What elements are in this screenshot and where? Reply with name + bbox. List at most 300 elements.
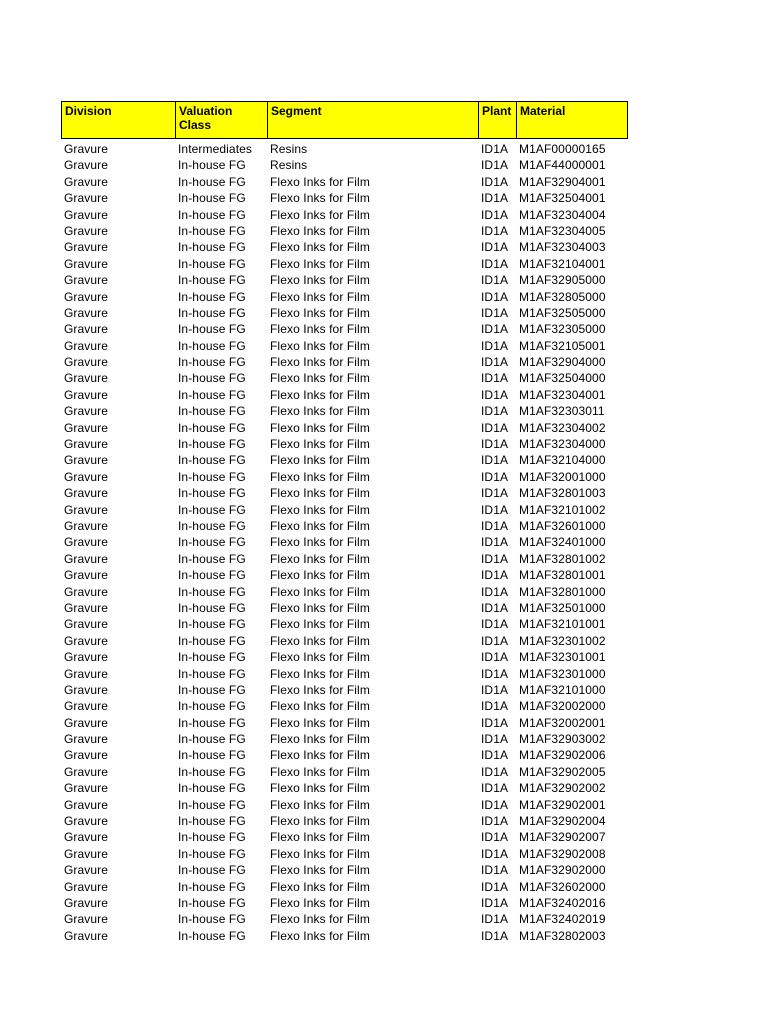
cell-segment[interactable]: Flexo Inks for Film xyxy=(270,207,370,222)
cell-segment[interactable]: Flexo Inks for Film xyxy=(270,355,370,370)
cell-segment[interactable]: Flexo Inks for Film xyxy=(270,289,370,304)
cell-division[interactable]: Gravure xyxy=(64,699,109,714)
cell-segment[interactable]: Flexo Inks for Film xyxy=(270,469,370,484)
cell-segment[interactable]: Flexo Inks for Film xyxy=(270,912,370,927)
cell-plant[interactable]: ID1A xyxy=(481,895,509,910)
cell-material[interactable]: M1AF00000165 xyxy=(519,142,606,156)
cell-division[interactable]: Gravure xyxy=(64,814,109,829)
cell-segment[interactable]: Flexo Inks for Film xyxy=(270,895,370,910)
cell-valuation-class[interactable]: In-house FG xyxy=(178,797,246,812)
cell-valuation-class[interactable]: In-house FG xyxy=(178,764,246,779)
cell-division[interactable]: Gravure xyxy=(64,568,109,583)
cell-plant[interactable]: ID1A xyxy=(481,650,509,665)
cell-segment[interactable]: Flexo Inks for Film xyxy=(270,863,370,878)
table-row xyxy=(61,780,628,796)
table-row xyxy=(61,862,628,878)
table-row xyxy=(61,387,628,403)
cell-division[interactable]: Gravure xyxy=(64,518,109,533)
table-row xyxy=(61,223,628,239)
cell-material[interactable]: M1AF32304004 xyxy=(519,207,606,222)
cell-division[interactable]: Gravure xyxy=(64,600,109,615)
cell-division[interactable]: Gravure xyxy=(64,158,109,173)
cell-segment[interactable]: Flexo Inks for Film xyxy=(270,338,370,353)
cell-plant[interactable]: ID1A xyxy=(481,781,509,796)
spreadsheet-table xyxy=(61,101,628,944)
cell-valuation-class[interactable]: In-house FG xyxy=(178,682,246,697)
cell-plant[interactable]: ID1A xyxy=(481,764,509,779)
cell-valuation-class[interactable]: In-house FG xyxy=(178,191,246,206)
table-row xyxy=(61,305,628,321)
cell-division[interactable]: Gravure xyxy=(64,486,109,501)
cell-material[interactable]: M1AF32402016 xyxy=(519,895,606,910)
cell-division[interactable]: Gravure xyxy=(64,322,109,337)
header-plant[interactable]: Plant xyxy=(479,102,517,138)
cell-segment[interactable]: Flexo Inks for Film xyxy=(270,404,370,419)
cell-division[interactable]: Gravure xyxy=(64,928,109,943)
cell-material[interactable]: M1AF32801002 xyxy=(519,551,606,566)
cell-plant[interactable]: ID1A xyxy=(481,518,509,533)
cell-division[interactable]: Gravure xyxy=(64,781,109,796)
cell-valuation-class[interactable]: In-house FG xyxy=(178,469,246,484)
cell-valuation-class[interactable]: In-house FG xyxy=(178,928,246,943)
cell-plant[interactable]: ID1A xyxy=(481,223,509,238)
cell-division[interactable]: Gravure xyxy=(64,912,109,927)
cell-segment[interactable]: Flexo Inks for Film xyxy=(270,928,370,943)
cell-valuation-class[interactable]: In-house FG xyxy=(178,305,246,320)
cell-material[interactable]: M1AF32304005 xyxy=(519,223,606,238)
cell-division[interactable]: Gravure xyxy=(64,764,109,779)
cell-plant[interactable]: ID1A xyxy=(481,273,509,288)
table-row xyxy=(61,485,628,501)
cell-plant[interactable]: ID1A xyxy=(481,289,509,304)
cell-plant[interactable]: ID1A xyxy=(481,568,509,583)
table-row xyxy=(61,436,628,452)
cell-valuation-class[interactable]: In-house FG xyxy=(178,486,246,501)
cell-segment[interactable]: Flexo Inks for Film xyxy=(270,223,370,238)
table-row xyxy=(61,321,628,337)
cell-valuation-class[interactable]: In-house FG xyxy=(178,551,246,566)
cell-valuation-class[interactable]: In-house FG xyxy=(178,420,246,435)
cell-material[interactable]: M1AF32602000 xyxy=(519,879,606,894)
cell-valuation-class[interactable]: In-house FG xyxy=(178,781,246,796)
cell-valuation-class[interactable]: In-house FG xyxy=(178,633,246,648)
table-row xyxy=(61,616,628,632)
cell-material[interactable]: M1AF32902006 xyxy=(519,748,606,763)
cell-valuation-class[interactable]: In-house FG xyxy=(178,830,246,845)
cell-material[interactable]: M1AF32303011 xyxy=(519,404,605,419)
cell-segment[interactable]: Flexo Inks for Film xyxy=(270,846,370,861)
cell-segment[interactable]: Flexo Inks for Film xyxy=(270,387,370,402)
cell-material[interactable]: M1AF32101000 xyxy=(519,682,606,697)
cell-division[interactable]: Gravure xyxy=(64,617,109,632)
cell-division[interactable]: Gravure xyxy=(64,404,109,419)
cell-material[interactable]: M1AF32304001 xyxy=(519,387,606,402)
cell-material[interactable]: M1AF32802003 xyxy=(519,928,606,943)
cell-plant[interactable]: ID1A xyxy=(481,814,509,829)
cell-valuation-class[interactable]: In-house FG xyxy=(178,846,246,861)
table-row xyxy=(61,502,628,518)
cell-plant[interactable]: ID1A xyxy=(481,633,509,648)
cell-material[interactable]: M1AF32304003 xyxy=(519,240,606,255)
cell-division[interactable]: Gravure xyxy=(64,142,109,156)
cell-valuation-class[interactable]: In-house FG xyxy=(178,518,246,533)
cell-segment[interactable]: Flexo Inks for Film xyxy=(270,650,370,665)
cell-plant[interactable]: ID1A xyxy=(481,666,509,681)
cell-division[interactable]: Gravure xyxy=(64,879,109,894)
cell-plant[interactable]: ID1A xyxy=(481,174,509,189)
cell-valuation-class[interactable]: In-house FG xyxy=(178,895,246,910)
cell-valuation-class[interactable]: In-house FG xyxy=(178,240,246,255)
cell-plant[interactable]: ID1A xyxy=(481,371,509,386)
cell-segment[interactable]: Flexo Inks for Film xyxy=(270,486,370,501)
table-row xyxy=(61,190,628,206)
cell-segment[interactable]: Flexo Inks for Film xyxy=(270,666,370,681)
cell-material[interactable]: M1AF32505000 xyxy=(519,305,606,320)
table-row xyxy=(61,157,628,173)
cell-division[interactable]: Gravure xyxy=(64,584,109,599)
cell-material[interactable]: M1AF32104000 xyxy=(519,453,606,468)
cell-division[interactable]: Gravure xyxy=(64,502,109,517)
cell-segment[interactable]: Resins xyxy=(270,142,308,156)
cell-material[interactable]: M1AF32101002 xyxy=(519,502,606,517)
cell-plant[interactable]: ID1A xyxy=(481,469,509,484)
cell-plant[interactable]: ID1A xyxy=(481,535,509,550)
cell-segment[interactable]: Flexo Inks for Film xyxy=(270,174,370,189)
cell-valuation-class[interactable]: In-house FG xyxy=(178,715,246,730)
cell-plant[interactable]: ID1A xyxy=(481,240,509,255)
cell-valuation-class[interactable]: In-house FG xyxy=(178,207,246,222)
table-row xyxy=(61,797,628,813)
table-row xyxy=(61,698,628,714)
cell-plant[interactable]: ID1A xyxy=(481,748,509,763)
cell-segment[interactable]: Flexo Inks for Film xyxy=(270,600,370,615)
table-row xyxy=(61,633,628,649)
cell-material[interactable]: M1AF32801003 xyxy=(519,486,606,501)
cell-valuation-class[interactable]: In-house FG xyxy=(178,863,246,878)
header-segment[interactable]: Segment xyxy=(268,102,479,138)
cell-plant[interactable]: ID1A xyxy=(481,584,509,599)
table-row xyxy=(61,666,628,682)
cell-division[interactable]: Gravure xyxy=(64,174,109,189)
cell-division[interactable]: Gravure xyxy=(64,895,109,910)
cell-valuation-class[interactable]: In-house FG xyxy=(178,650,246,665)
cell-material[interactable]: M1AF32902007 xyxy=(519,830,606,845)
cell-plant[interactable]: ID1A xyxy=(481,142,509,156)
cell-division[interactable]: Gravure xyxy=(64,682,109,697)
cell-valuation-class[interactable]: Intermediates xyxy=(178,142,253,156)
table-row xyxy=(61,551,628,567)
table-row xyxy=(61,403,628,419)
cell-division[interactable]: Gravure xyxy=(64,387,109,402)
cell-material[interactable]: M1AF32801000 xyxy=(519,584,606,599)
cell-material[interactable]: M1AF32903002 xyxy=(519,732,606,747)
cell-plant[interactable]: ID1A xyxy=(481,322,509,337)
cell-division[interactable]: Gravure xyxy=(64,650,109,665)
cell-valuation-class[interactable]: In-house FG xyxy=(178,748,246,763)
cell-division[interactable]: Gravure xyxy=(64,273,109,288)
cell-segment[interactable]: Flexo Inks for Film xyxy=(270,437,370,452)
cell-segment[interactable]: Resins xyxy=(270,158,308,173)
cell-valuation-class[interactable]: In-house FG xyxy=(178,387,246,402)
cell-plant[interactable]: ID1A xyxy=(481,207,509,222)
cell-material[interactable]: M1AF32902001 xyxy=(519,797,606,812)
cell-division[interactable]: Gravure xyxy=(64,289,109,304)
cell-plant[interactable]: ID1A xyxy=(481,453,509,468)
cell-material[interactable]: M1AF32002001 xyxy=(519,715,606,730)
cell-plant[interactable]: ID1A xyxy=(481,420,509,435)
cell-valuation-class[interactable]: In-house FG xyxy=(178,699,246,714)
cell-segment[interactable]: Flexo Inks for Film xyxy=(270,732,370,747)
cell-material[interactable]: M1AF32601000 xyxy=(519,518,606,533)
cell-valuation-class[interactable]: In-house FG xyxy=(178,617,246,632)
table-row xyxy=(61,715,628,731)
cell-division[interactable]: Gravure xyxy=(64,338,109,353)
cell-valuation-class[interactable]: In-house FG xyxy=(178,355,246,370)
cell-material[interactable]: M1AF32801001 xyxy=(519,568,606,583)
header-material[interactable]: Material xyxy=(520,104,566,118)
table-row xyxy=(61,731,628,747)
cell-valuation-class[interactable]: In-house FG xyxy=(178,158,246,173)
cell-segment[interactable]: Flexo Inks for Film xyxy=(270,830,370,845)
cell-division[interactable]: Gravure xyxy=(64,469,109,484)
table-row xyxy=(61,338,628,354)
cell-division[interactable]: Gravure xyxy=(64,715,109,730)
cell-material[interactable]: M1AF32902002 xyxy=(519,781,606,796)
cell-segment[interactable]: Flexo Inks for Film xyxy=(270,699,370,714)
table-row xyxy=(61,928,628,944)
cell-division[interactable]: Gravure xyxy=(64,551,109,566)
cell-segment[interactable]: Flexo Inks for Film xyxy=(270,781,370,796)
cell-plant[interactable]: ID1A xyxy=(481,732,509,747)
cell-valuation-class[interactable]: In-house FG xyxy=(178,732,246,747)
cell-valuation-class[interactable]: In-house FG xyxy=(178,322,246,337)
cell-plant[interactable]: ID1A xyxy=(481,912,509,927)
cell-valuation-class[interactable]: In-house FG xyxy=(178,223,246,238)
cell-valuation-class[interactable]: In-house FG xyxy=(178,404,246,419)
cell-segment[interactable]: Flexo Inks for Film xyxy=(270,764,370,779)
cell-valuation-class[interactable]: In-house FG xyxy=(178,584,246,599)
cell-division[interactable]: Gravure xyxy=(64,437,109,452)
cell-segment[interactable]: Flexo Inks for Film xyxy=(270,535,370,550)
cell-valuation-class[interactable]: In-house FG xyxy=(178,568,246,583)
cell-plant[interactable]: ID1A xyxy=(481,551,509,566)
cell-division[interactable]: Gravure xyxy=(64,305,109,320)
cell-material[interactable]: M1AF32001000 xyxy=(519,469,606,484)
cell-division[interactable]: Gravure xyxy=(64,240,109,255)
cell-material[interactable]: M1AF32904001 xyxy=(519,174,606,189)
table-row xyxy=(61,600,628,616)
cell-plant[interactable]: ID1A xyxy=(481,830,509,845)
table-row xyxy=(61,895,628,911)
cell-material[interactable]: M1AF32902000 xyxy=(519,863,606,878)
table-row xyxy=(61,764,628,780)
cell-division[interactable]: Gravure xyxy=(64,420,109,435)
table-row xyxy=(61,420,628,436)
cell-segment[interactable]: Flexo Inks for Film xyxy=(270,633,370,648)
cell-plant[interactable]: ID1A xyxy=(481,437,509,452)
cell-segment[interactable]: Flexo Inks for Film xyxy=(270,420,370,435)
cell-plant[interactable]: ID1A xyxy=(481,158,509,173)
cell-material[interactable]: M1AF32305000 xyxy=(519,322,606,337)
cell-segment[interactable]: Flexo Inks for Film xyxy=(270,240,370,255)
cell-valuation-class[interactable]: In-house FG xyxy=(178,502,246,517)
cell-material[interactable]: M1AF32304000 xyxy=(519,437,606,452)
cell-plant[interactable]: ID1A xyxy=(481,682,509,697)
cell-segment[interactable]: Flexo Inks for Film xyxy=(270,502,370,517)
cell-plant[interactable]: ID1A xyxy=(481,846,509,861)
table-row xyxy=(61,239,628,255)
cell-segment[interactable]: Flexo Inks for Film xyxy=(270,715,370,730)
cell-division[interactable]: Gravure xyxy=(64,371,109,386)
cell-plant[interactable]: ID1A xyxy=(481,617,509,632)
cell-division[interactable]: Gravure xyxy=(64,666,109,681)
cell-segment[interactable]: Flexo Inks for Film xyxy=(270,551,370,566)
cell-material[interactable]: M1AF32101001 xyxy=(519,617,606,632)
cell-division[interactable]: Gravure xyxy=(64,355,109,370)
cell-division[interactable]: Gravure xyxy=(64,535,109,550)
cell-segment[interactable]: Flexo Inks for Film xyxy=(270,748,370,763)
header-valuation-class[interactable]: Valuation Class xyxy=(176,102,268,138)
table-row xyxy=(61,289,628,305)
cell-valuation-class[interactable]: In-house FG xyxy=(178,289,246,304)
cell-valuation-class[interactable]: In-house FG xyxy=(178,256,246,271)
cell-valuation-class[interactable]: In-house FG xyxy=(178,814,246,829)
cell-valuation-class[interactable]: In-house FG xyxy=(178,338,246,353)
cell-division[interactable]: Gravure xyxy=(64,830,109,845)
cell-material[interactable]: M1AF32304002 xyxy=(519,420,606,435)
cell-plant[interactable]: ID1A xyxy=(481,928,509,943)
cell-plant[interactable]: ID1A xyxy=(481,191,509,206)
cell-plant[interactable]: ID1A xyxy=(481,502,509,517)
cell-material[interactable]: M1AF32501000 xyxy=(519,600,606,615)
table-row xyxy=(61,567,628,583)
cell-plant[interactable]: ID1A xyxy=(481,338,509,353)
cell-material[interactable]: M1AF32105001 xyxy=(519,338,606,353)
table-row xyxy=(61,370,628,386)
cell-plant[interactable]: ID1A xyxy=(481,879,509,894)
cell-material[interactable]: M1AF32905000 xyxy=(519,273,606,288)
cell-plant[interactable]: ID1A xyxy=(481,355,509,370)
cell-segment[interactable]: Flexo Inks for Film xyxy=(270,273,370,288)
cell-division[interactable]: Gravure xyxy=(64,797,109,812)
cell-division[interactable]: Gravure xyxy=(64,846,109,861)
cell-plant[interactable]: ID1A xyxy=(481,797,509,812)
cell-division[interactable]: Gravure xyxy=(64,453,109,468)
cell-material[interactable]: M1AF32301002 xyxy=(519,633,606,648)
cell-valuation-class[interactable]: In-house FG xyxy=(178,273,246,288)
cell-segment[interactable]: Flexo Inks for Film xyxy=(270,371,370,386)
table-row xyxy=(61,649,628,665)
table-row xyxy=(61,879,628,895)
cell-segment[interactable]: Flexo Inks for Film xyxy=(270,879,370,894)
cell-division[interactable]: Gravure xyxy=(64,207,109,222)
cell-material[interactable]: M1AF32904000 xyxy=(519,355,606,370)
cell-segment[interactable]: Flexo Inks for Film xyxy=(270,518,370,533)
cell-plant[interactable]: ID1A xyxy=(481,863,509,878)
cell-material[interactable]: M1AF32504001 xyxy=(519,191,606,206)
cell-valuation-class[interactable]: In-house FG xyxy=(178,174,246,189)
cell-segment[interactable]: Flexo Inks for Film xyxy=(270,682,370,697)
cell-division[interactable]: Gravure xyxy=(64,223,109,238)
cell-division[interactable]: Gravure xyxy=(64,732,109,747)
cell-plant[interactable]: ID1A xyxy=(481,387,509,402)
cell-material[interactable]: M1AF32002000 xyxy=(519,699,606,714)
table-row xyxy=(61,174,628,190)
cell-segment[interactable]: Flexo Inks for Film xyxy=(270,797,370,812)
header-division[interactable]: Division xyxy=(62,102,176,138)
cell-segment[interactable]: Flexo Inks for Film xyxy=(270,191,370,206)
cell-segment[interactable]: Flexo Inks for Film xyxy=(270,305,370,320)
cell-material[interactable]: M1AF32504000 xyxy=(519,371,606,386)
cell-valuation-class[interactable]: In-house FG xyxy=(178,600,246,615)
table-row xyxy=(61,469,628,485)
cell-material[interactable]: M1AF32301001 xyxy=(519,650,606,665)
table-row xyxy=(61,829,628,845)
cell-division[interactable]: Gravure xyxy=(64,748,109,763)
cell-material[interactable]: M1AF32805000 xyxy=(519,289,606,304)
cell-segment[interactable]: Flexo Inks for Film xyxy=(270,568,370,583)
cell-material[interactable]: M1AF44000001 xyxy=(519,158,606,173)
table-row xyxy=(61,518,628,534)
table-row xyxy=(61,534,628,550)
table-row xyxy=(61,747,628,763)
cell-valuation-class[interactable]: In-house FG xyxy=(178,535,246,550)
cell-segment[interactable]: Flexo Inks for Film xyxy=(270,584,370,599)
cell-segment[interactable]: Flexo Inks for Film xyxy=(270,322,370,337)
table-row xyxy=(61,272,628,288)
table-row xyxy=(61,682,628,698)
table-row xyxy=(61,846,628,862)
cell-division[interactable]: Gravure xyxy=(64,863,109,878)
cell-material[interactable]: M1AF32902008 xyxy=(519,846,606,861)
cell-material[interactable]: M1AF32402019 xyxy=(519,912,606,927)
cell-division[interactable]: Gravure xyxy=(64,191,109,206)
cell-valuation-class[interactable]: In-house FG xyxy=(178,371,246,386)
cell-plant[interactable]: ID1A xyxy=(481,404,509,419)
table-row xyxy=(61,354,628,370)
header-row xyxy=(61,101,628,139)
cell-valuation-class[interactable]: In-house FG xyxy=(178,453,246,468)
cell-division[interactable]: Gravure xyxy=(64,633,109,648)
cell-segment[interactable]: Flexo Inks for Film xyxy=(270,453,370,468)
cell-plant[interactable]: ID1A xyxy=(481,699,509,714)
cell-segment[interactable]: Flexo Inks for Film xyxy=(270,814,370,829)
cell-plant[interactable]: ID1A xyxy=(481,600,509,615)
cell-valuation-class[interactable]: In-house FG xyxy=(178,666,246,681)
cell-segment[interactable]: Flexo Inks for Film xyxy=(270,256,370,271)
cell-valuation-class[interactable]: In-house FG xyxy=(178,437,246,452)
cell-material[interactable]: M1AF32104001 xyxy=(519,256,606,271)
table-row xyxy=(61,207,628,223)
cell-material[interactable]: M1AF32401000 xyxy=(519,535,606,550)
cell-plant[interactable]: ID1A xyxy=(481,256,509,271)
cell-valuation-class[interactable]: In-house FG xyxy=(178,912,246,927)
cell-segment[interactable]: Flexo Inks for Film xyxy=(270,617,370,632)
cell-division[interactable]: Gravure xyxy=(64,256,109,271)
cell-material[interactable]: M1AF32301000 xyxy=(519,666,606,681)
cell-material[interactable]: M1AF32902005 xyxy=(519,764,606,779)
cell-valuation-class[interactable]: In-house FG xyxy=(178,879,246,894)
table-body xyxy=(61,141,628,944)
table-row xyxy=(61,256,628,272)
cell-material[interactable]: M1AF32902004 xyxy=(519,814,606,829)
table-row xyxy=(61,911,628,927)
table-row xyxy=(61,452,628,468)
table-row xyxy=(61,584,628,600)
cell-plant[interactable]: ID1A xyxy=(481,715,509,730)
cell-plant[interactable]: ID1A xyxy=(481,305,509,320)
cell-plant[interactable]: ID1A xyxy=(481,486,509,501)
